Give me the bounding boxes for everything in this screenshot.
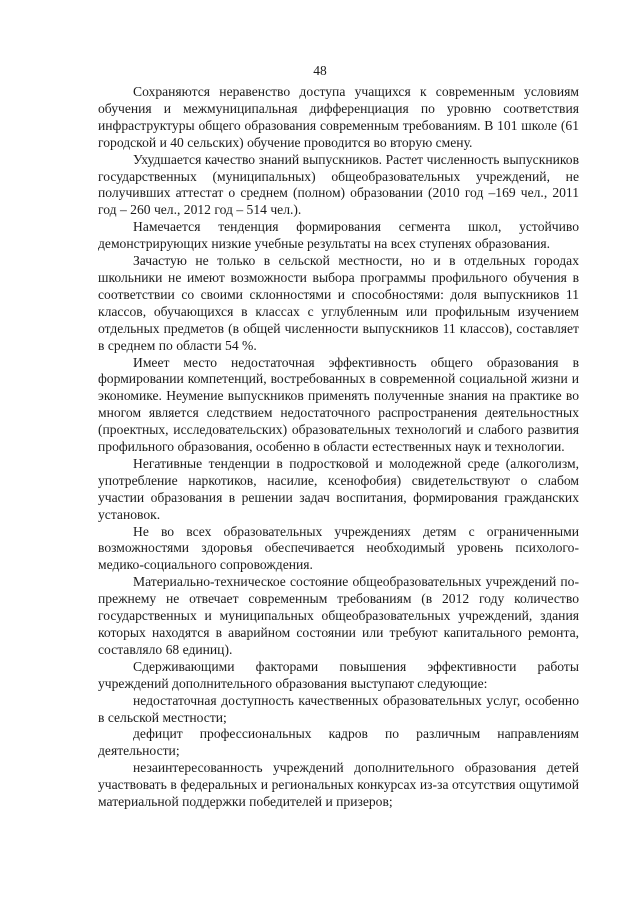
paragraph: Сохраняются неравенство доступа учащихся к современным условиям обучения и межмуниципальная дифференциация по уровню соответствия инфраструктуры общего образования современным требованиям. В 101 школе (61 городской и 40 сельских) обучение проводится во вторую смену. [98, 84, 579, 150]
paragraph: Имеет место недостаточная эффективность общего образования в формировании компетенций, востребованных в современной социальной жизни и экономике. Неумение выпускников применять полученные знания на практике во многом является следствием недостаточного распространения деятельностных (проектных, исследовательских) образовательных технологий и слабого развития профильного образования, особенно в области естественных наук и технологии. [98, 354, 579, 455]
paragraph: Материально-техническое состояние общеобразовательных учреждений по-прежнему не отвечает современным требованиям (в 2012 году количество государственных и муниципальных общеобразовательных учреждений, здания которых находятся в аварийном состоянии или требуют капитального ремонта, составляло 68 единиц). [98, 574, 579, 657]
paragraph: Не во всех образовательных учреждениях детям с ограниченными возможностями здоровья обеспечивается необходимый уровень психолого-медико-социального сопровождения. [98, 523, 579, 573]
list-item: дефицит профессиональных кадров по различным направлениям деятельности; [98, 726, 579, 759]
page-number: 48 [313, 63, 327, 78]
paragraph: Зачастую не только в сельской местности, но и в отдельных городах школьники не имеют возможности выбора программы профильного обучения в соответствии со своими склонностями и способностями: доля выпускников 11 классов, обучающихся в классах с углубленным или профильным изучением отдельных предметов (в общей численности выпускников 11 классов), составляет в среднем по области 54 %. [98, 253, 579, 353]
paragraph: Негативные тенденции в подростковой и молодежной среде (алкоголизм, употребление наркотиков, насилие, ксенофобия) свидетельствуют о слабом участии образования в решении задач воспитания, формирования гражданских установок. [98, 455, 579, 522]
list-item: недостаточная доступность качественных образовательных услуг, особенно в сельской местности; [98, 692, 579, 725]
paragraph: Ухудшается качество знаний выпускников. Растет численность выпускников государственных (муниципальных) общеобразовательных учреждений, не получивших аттестат о среднем (полном) образовании (2010 год –169 чел., 2011 год – 260 чел., 2012 год – 514 чел.). [98, 151, 579, 218]
paragraph: Сдерживающими факторами повышения эффективности работы учреждений дополнительного образования выступают следующие: [98, 658, 579, 691]
paragraph: Намечается тенденция формирования сегмента школ, устойчиво демонстрирующих низкие учебные результаты на всех ступенях образования. [98, 219, 579, 252]
list-item: незаинтересованность учреждений дополнительного образования детей участвовать в федеральных и региональных конкурсах из-за отсутствия ощутимой материальной поддержки победителей и призеров; [98, 760, 579, 810]
document-body [98, 84, 579, 811]
